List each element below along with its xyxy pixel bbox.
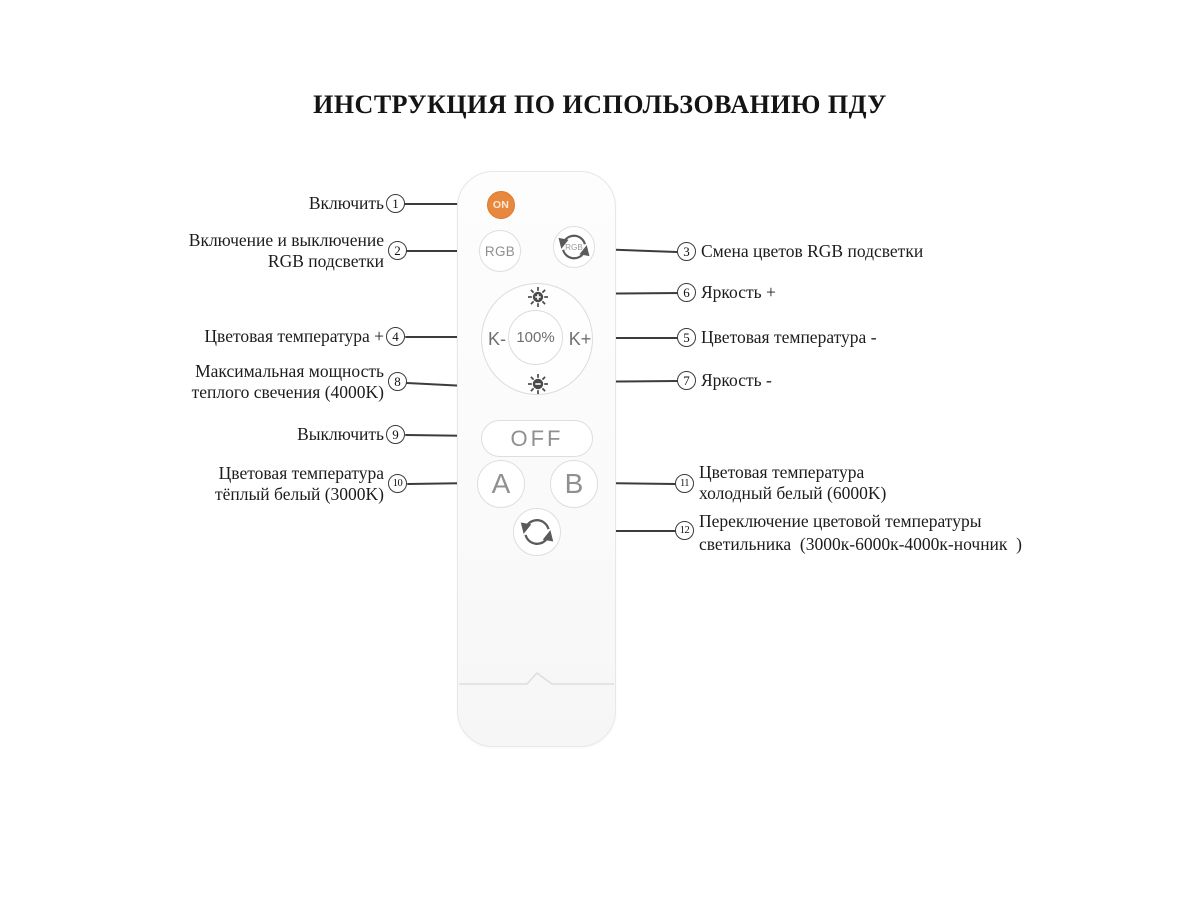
callout-number-8: 8	[388, 372, 407, 391]
remote-seam	[458, 667, 615, 697]
callout-text-1: Включить	[308, 193, 384, 213]
color-temp-dial[interactable]	[481, 283, 593, 395]
sun-plus-icon[interactable]	[527, 286, 549, 308]
svg-text:RGB: RGB	[565, 243, 583, 253]
temp-cycle-button[interactable]	[513, 508, 561, 556]
sun-minus-icon[interactable]	[527, 373, 549, 395]
callout-number-7: 7	[677, 371, 696, 390]
callout-text-10: Цветовая температура тёплый белый (3000K)	[215, 463, 384, 504]
callout-text-12: Переключение цветовой температуры светильника (3000к-6000к-4000к-ночник )	[699, 511, 1022, 554]
callout-text-5: Цветовая температура -	[701, 327, 877, 347]
callout-number-5: 5	[677, 328, 696, 347]
callout-text-2: Включение и выключение RGB подсветки	[188, 230, 384, 271]
cold-white-b-button[interactable]: B	[550, 460, 598, 508]
callout-number-1: 1	[386, 194, 405, 213]
off-button[interactable]: OFF	[481, 420, 593, 457]
callout-text-9: Выключить	[297, 424, 384, 444]
callout-number-3: 3	[677, 242, 696, 261]
callout-number-2: 2	[388, 241, 407, 260]
callout-number-11: 11	[675, 474, 694, 493]
callout-number-4: 4	[386, 327, 405, 346]
remote-control	[457, 171, 616, 747]
callout-text-11: Цветовая температура холодный белый (6000K)	[699, 462, 887, 503]
callout-number-6: 6	[677, 283, 696, 302]
page-title: ИНСТРУКЦИЯ ПО ИСПОЛЬЗОВАНИЮ ПДУ	[313, 90, 887, 119]
callout-text-3: Смена цветов RGB подсветки	[701, 241, 924, 261]
callout-number-12: 12	[675, 521, 694, 540]
warm-white-a-button[interactable]: A	[477, 460, 525, 508]
callout-text-4: Цветовая температура +	[204, 326, 384, 346]
rgb-cycle-button[interactable]	[553, 226, 595, 268]
callout-number-10: 10	[388, 474, 407, 493]
rgb-button[interactable]: RGB	[479, 230, 521, 272]
callout-text-7: Яркость -	[701, 370, 772, 390]
k-plus-button[interactable]: K+	[568, 329, 592, 349]
callout-number-9: 9	[386, 425, 405, 444]
cycle-arrows-icon	[516, 511, 558, 553]
k-minus-button[interactable]: K-	[488, 329, 506, 349]
cycle-arrows-icon	[554, 227, 594, 267]
on-button[interactable]: ON	[487, 191, 515, 219]
callout-text-8: Максимальная мощность теплого свечения (4000K)	[191, 361, 384, 402]
full-power-button[interactable]: 100%	[508, 310, 563, 365]
callout-text-6: Яркость +	[701, 282, 776, 302]
